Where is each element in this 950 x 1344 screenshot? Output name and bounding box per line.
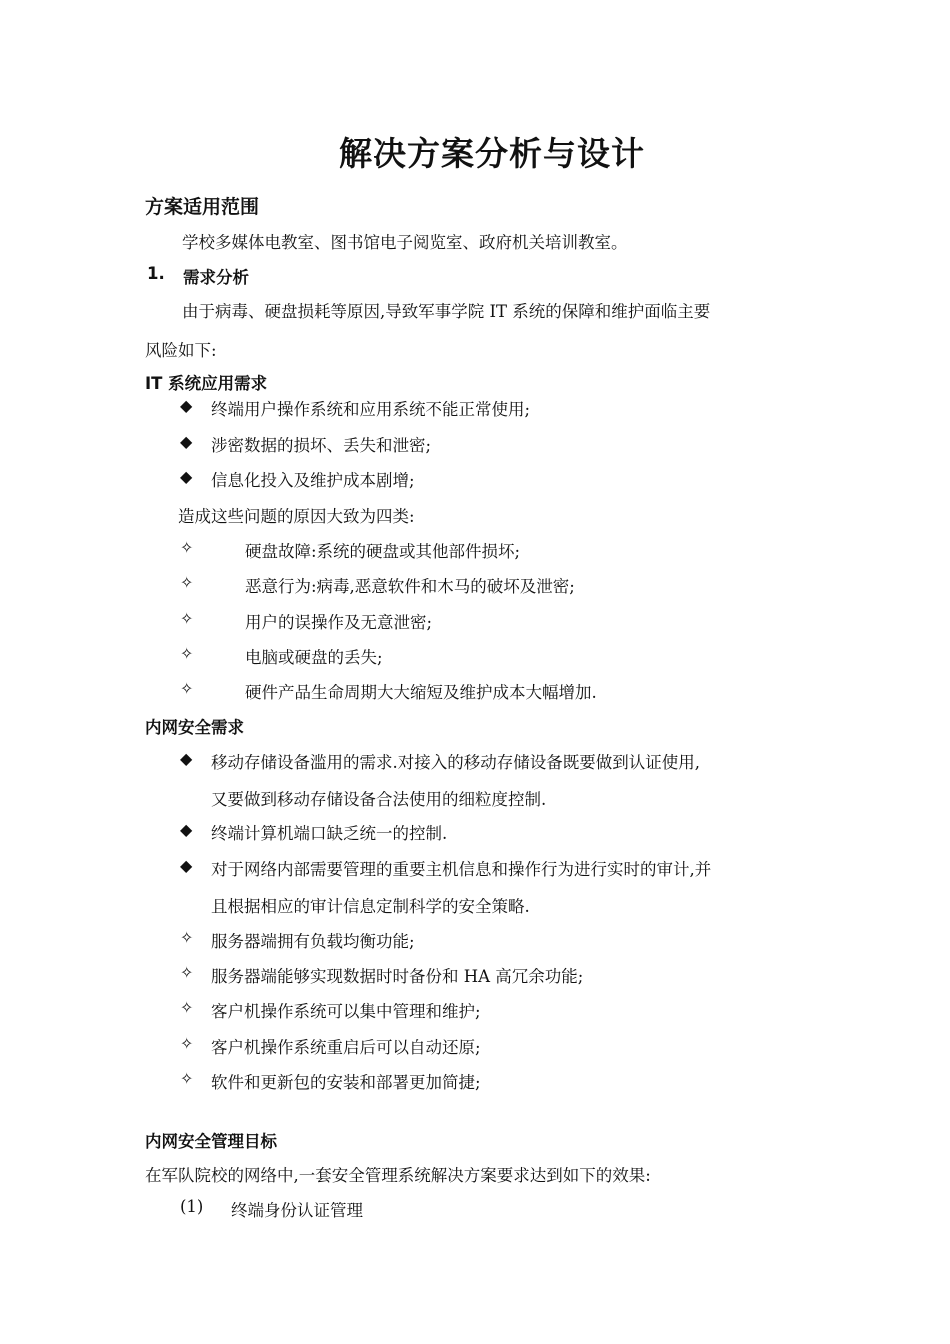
intranet-star-item: 服务器端能够实现数据时时备份和 HA 高冗余功能; <box>211 967 584 986</box>
goals-item: 终端身份认证管理 <box>231 1201 363 1220</box>
intranet-item-line: 且根据相应的审计信息定制科学的安全策略. <box>211 897 530 916</box>
scope-text: 学校多媒体电教室、图书馆电子阅览室、政府机关培训教室。 <box>182 233 628 252</box>
intranet-star-item: 客户机操作系统可以集中管理和维护; <box>211 1002 481 1021</box>
diamond-bullet-icon: ◆ <box>180 749 193 768</box>
intranet-heading: 内网安全需求 <box>145 718 244 737</box>
intranet-star-item: 客户机操作系统重启后可以自动还原; <box>211 1038 481 1057</box>
goals-item-number: (1) <box>180 1197 204 1216</box>
cause-item: 硬盘故障:系统的硬盘或其他部件损坏; <box>245 542 521 561</box>
diamond-bullet-icon: ◆ <box>180 820 193 839</box>
star-bullet-icon: ✧ <box>180 928 194 947</box>
star-bullet-icon: ✧ <box>180 573 194 592</box>
star-bullet-icon: ✧ <box>180 609 194 628</box>
star-bullet-icon: ✧ <box>180 644 194 663</box>
cause-item: 硬件产品生命周期大大缩短及维护成本大幅增加. <box>245 683 597 702</box>
cause-item: 恶意行为:病毒,恶意软件和木马的破坏及泄密; <box>245 577 575 596</box>
intranet-item-line: 终端计算机端口缺乏统一的控制. <box>211 824 448 843</box>
goals-text: 在军队院校的网络中,一套安全管理系统解决方案要求达到如下的效果: <box>145 1166 651 1185</box>
diamond-bullet-icon: ◆ <box>180 432 193 451</box>
needs-intro-line1: 由于病毒、硬盘损耗等原因,导致军事学院 IT 系统的保障和维护面临主要 <box>182 302 711 321</box>
cause-item: 电脑或硬盘的丢失; <box>245 648 383 667</box>
causes-intro: 造成这些问题的原因大致为四类: <box>178 507 415 526</box>
star-bullet-icon: ✧ <box>180 538 194 557</box>
intranet-star-item: 软件和更新包的安装和部署更加简捷; <box>211 1073 481 1092</box>
it-needs-heading: IT 系统应用需求 <box>145 374 268 393</box>
intranet-item-line: 对于网络内部需要管理的重要主机信息和操作行为进行实时的审计,并 <box>211 860 712 879</box>
scope-heading: 方案适用范围 <box>145 196 260 218</box>
needs-heading: 需求分析 <box>183 268 249 287</box>
star-bullet-icon: ✧ <box>180 963 194 982</box>
star-bullet-icon: ✧ <box>180 679 194 698</box>
goals-heading: 内网安全管理目标 <box>145 1132 277 1151</box>
intranet-star-item: 服务器端拥有负载均衡功能; <box>211 932 415 951</box>
it-need-item: 信息化投入及维护成本剧增; <box>211 471 415 490</box>
it-need-item: 终端用户操作系统和应用系统不能正常使用; <box>211 400 531 419</box>
needs-number: 1. <box>147 264 165 283</box>
star-bullet-icon: ✧ <box>180 1069 194 1088</box>
intranet-item-line: 移动存储设备滥用的需求.对接入的移动存储设备既要做到认证使用, <box>211 753 700 772</box>
star-bullet-icon: ✧ <box>180 998 194 1017</box>
diamond-bullet-icon: ◆ <box>180 396 193 415</box>
needs-intro-line2: 风险如下: <box>145 341 217 360</box>
diamond-bullet-icon: ◆ <box>180 467 193 486</box>
cause-item: 用户的误操作及无意泄密; <box>245 613 433 632</box>
page-title: 解决方案分析与设计 <box>339 134 645 173</box>
it-need-item: 涉密数据的损坏、丢失和泄密; <box>211 436 432 455</box>
diamond-bullet-icon: ◆ <box>180 856 193 875</box>
star-bullet-icon: ✧ <box>180 1034 194 1053</box>
intranet-item-line: 又要做到移动存储设备合法使用的细粒度控制. <box>211 790 547 809</box>
